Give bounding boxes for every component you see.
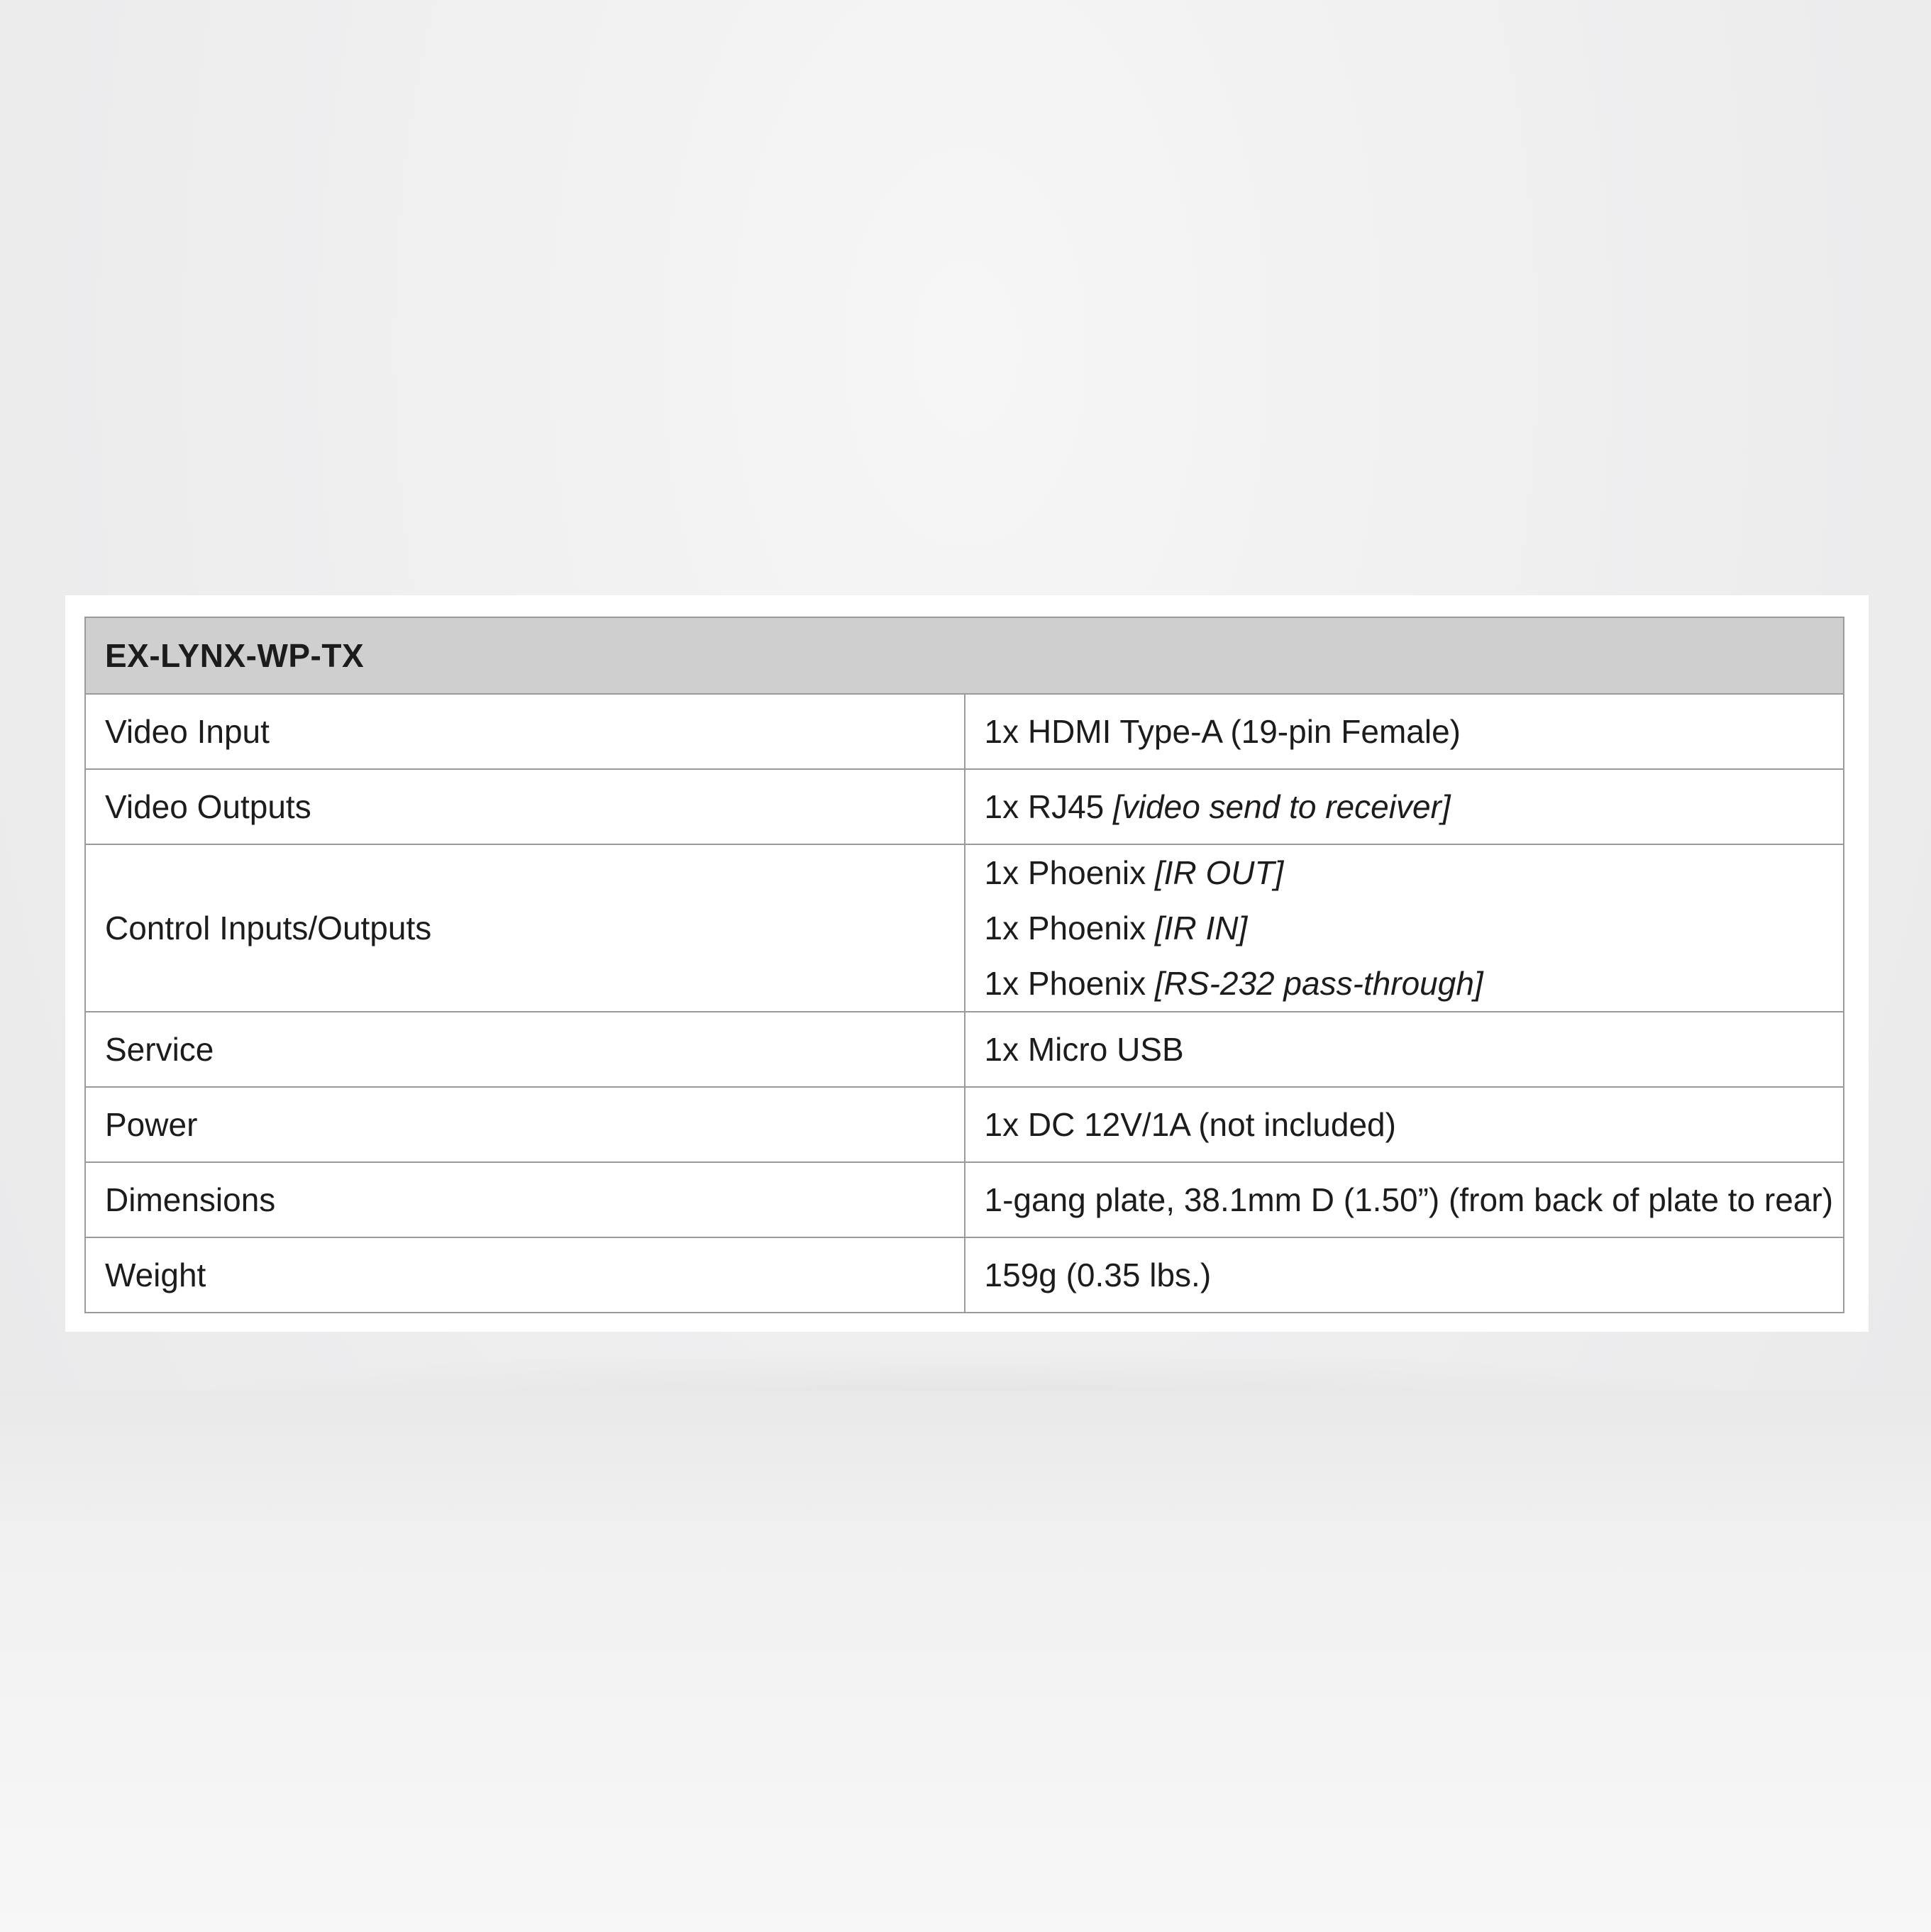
row-label: Dimensions <box>85 1162 965 1237</box>
row-value: 1x RJ45 <box>984 788 1105 825</box>
table-row <box>85 1162 1844 1237</box>
floor-background <box>0 1391 1931 1932</box>
spec-table <box>84 617 1844 1313</box>
row-value-line <box>985 956 1844 1011</box>
row-label: Power <box>85 1087 965 1162</box>
row-label: Service <box>85 1012 965 1087</box>
table-row <box>85 769 1844 844</box>
spec-table-header-row <box>85 617 1844 694</box>
row-label: Video Outputs <box>85 769 965 844</box>
row-value-cell <box>965 769 1844 844</box>
row-value-note: [RS-232 pass-through] <box>1154 965 1483 1002</box>
spec-card <box>65 595 1869 1332</box>
row-value-note: [video send to receiver] <box>1113 788 1451 825</box>
row-value: 1-gang plate, 38.1mm D (1.50”) (from back of plate to rear) <box>965 1162 1844 1237</box>
row-value: 159g (0.35 lbs.) <box>965 1237 1844 1313</box>
row-value: 1x Phoenix <box>984 965 1146 1002</box>
table-row <box>85 1237 1844 1313</box>
row-value: 1x Micro USB <box>965 1012 1844 1087</box>
row-value-line <box>985 900 1844 956</box>
table-row <box>85 1087 1844 1162</box>
row-value-line <box>985 845 1844 900</box>
row-label: Control Inputs/Outputs <box>85 844 965 1012</box>
row-value: 1x Phoenix <box>984 854 1146 891</box>
table-row <box>85 694 1844 769</box>
row-label: Weight <box>85 1237 965 1313</box>
row-value: 1x DC 12V/1A (not included) <box>965 1087 1844 1162</box>
row-value-note: [IR OUT] <box>1154 854 1284 891</box>
row-value-cell <box>965 844 1844 1012</box>
spec-table-title: EX-LYNX-WP-TX <box>85 617 1844 694</box>
table-row <box>85 844 1844 1012</box>
row-value: 1x HDMI Type-A (19-pin Female) <box>965 694 1844 769</box>
row-label: Video Input <box>85 694 965 769</box>
row-value: 1x Phoenix <box>984 910 1146 946</box>
table-row <box>85 1012 1844 1087</box>
row-value-note: [IR IN] <box>1154 910 1248 946</box>
